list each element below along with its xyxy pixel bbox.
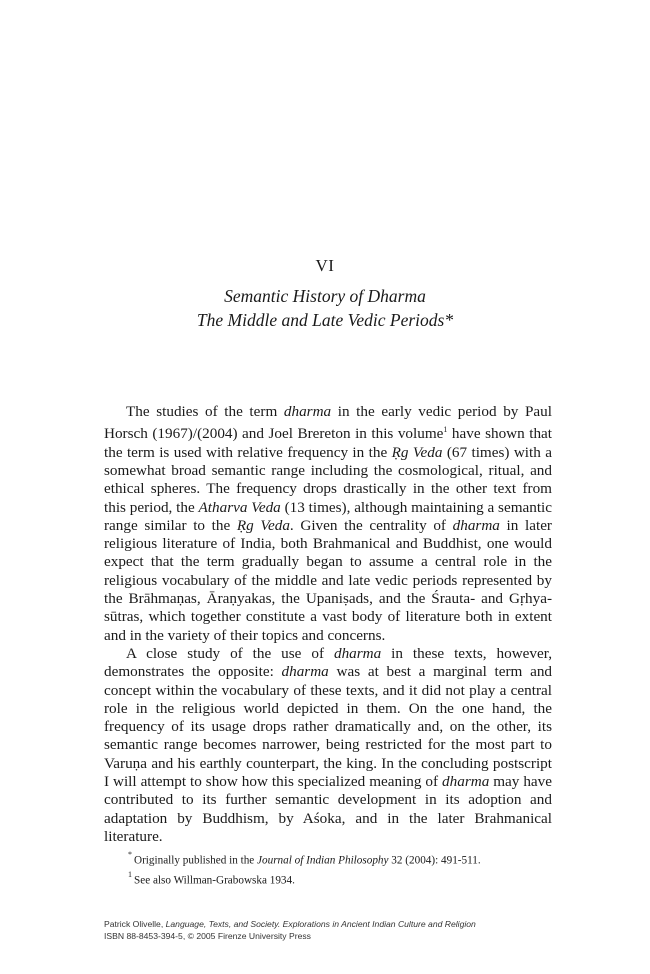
text-run: Originally published in the <box>134 854 258 867</box>
footnote-ref-1[interactable]: 1 <box>443 425 448 435</box>
italic-term: dharma <box>281 663 329 681</box>
italic-term: Ṛg Veda <box>236 516 290 534</box>
footnote-star <box>128 849 558 869</box>
footer-book-title: Language, Texts, and Society. Explorations in Ancient Indian Culture and Religion <box>165 919 476 929</box>
body-text <box>104 403 552 846</box>
text-run: have shown that the term is used with relative frequency in the <box>104 425 553 461</box>
chapter-number: VI <box>315 256 335 275</box>
chapter-title-line-2: The Middle and Late Vedic Periods* <box>196 310 454 330</box>
italic-term: dharma <box>283 403 332 420</box>
footnote-1 <box>128 869 558 889</box>
italic-term: Ṛg Veda <box>391 443 443 461</box>
text-run: (13 times), although maintaining a semantic range similar to the <box>104 498 553 534</box>
page-footer <box>104 918 604 942</box>
paragraph-1 <box>104 403 552 645</box>
italic-term: dharma <box>442 773 490 790</box>
footer-citation <box>104 918 604 930</box>
text-run: in later religious literature of India, both Brahmanical and Buddhist, one would expect that the term gradually began to assume a central role in the religious vocabulary of the middle and late vedic periods represented by the Brāhmaṇas, Āraṇyakas, the Upaniṣads, and the Śrauta- and Gṛhya-sūtras, which together constitute a vast body of literature both in extent and in the variety of their topics and concerns. <box>104 516 552 644</box>
italic-term: Atharva Veda <box>198 498 281 516</box>
paragraph-2 <box>104 645 552 846</box>
text-run: The studies of the term <box>126 403 284 420</box>
footnote-mark: * <box>128 850 132 859</box>
text-run: 32 (2004): 491-511. <box>388 854 481 867</box>
footnote-mark: 1 <box>128 869 132 879</box>
footer-isbn: ISBN 88-8453-394-5, © 2005 Firenze University Press <box>104 931 311 941</box>
text-run: A close study of the use of <box>126 644 334 662</box>
chapter-title-line-1: Semantic History of Dharma <box>224 286 426 306</box>
italic-term: dharma <box>333 644 382 662</box>
text-run: See also Willman-Grabowska 1934. <box>134 874 295 887</box>
chapter-title <box>0 284 650 332</box>
text-run: (67 times) with a somewhat broad semantic range including the cosmological, ritual, and ethical spheres. The frequency drops drastically in the other text from this period, the <box>104 443 552 516</box>
journal-title: Journal of Indian Philosophy <box>257 854 389 867</box>
italic-term: dharma <box>452 516 500 534</box>
footnotes <box>128 849 558 888</box>
text-run: . Given the centrality of <box>289 516 453 534</box>
text-run: in the early vedic period by Paul Horsch (1967)/(2004) and Joel Brereton in this volume <box>104 403 552 443</box>
text-run: in these texts, however, demonstrates the opposite: <box>104 644 552 681</box>
footer-author: Patrick Olivelle, <box>104 919 166 929</box>
text-run: may have contributed to its further semantic development in its adoption and adaptation by Buddhism, by Aśoka, and in the later Brahmanical literature. <box>104 773 552 845</box>
text-run: was at best a marginal term and concept within the vocabulary of these texts, and it did not play a central role in the religious world depicted in them. On the one hand, the frequency of its usage drops rather dramatically and, on the other, its semantic range becomes narrower, being restricted for the most part to Varuṇa and his earthly counterpart, the king. In the concluding postscript I will attempt to show how this specialized meaning of <box>104 663 553 790</box>
